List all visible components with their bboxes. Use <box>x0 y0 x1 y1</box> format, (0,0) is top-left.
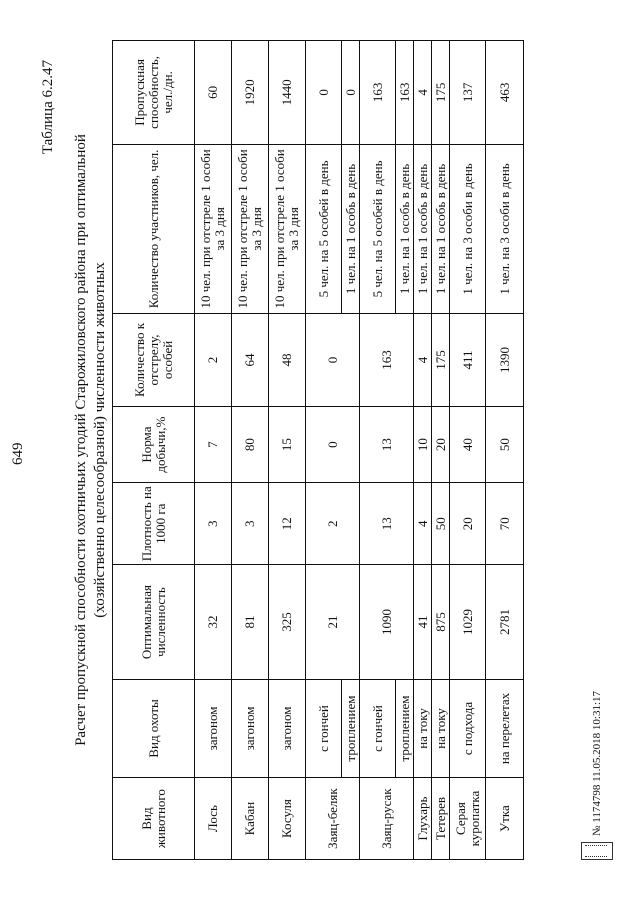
cell-animal: Косуля <box>269 778 306 860</box>
cell-animal: Серая куропатка <box>450 778 486 860</box>
table-row <box>269 41 306 860</box>
cell-participants: 1 чел. на 1 особь в день <box>342 144 360 313</box>
cell-capacity: 0 <box>306 41 342 145</box>
cell-norm: 40 <box>450 406 486 482</box>
cell-norm: 0 <box>306 406 360 482</box>
cell-shoot: 48 <box>269 314 306 407</box>
cell-norm: 50 <box>486 406 524 482</box>
cell-hunt: троплением <box>342 679 360 777</box>
cell-norm: 13 <box>360 406 414 482</box>
cell-hunt: с подхода <box>450 679 486 777</box>
cell-optimal: 2781 <box>486 565 524 680</box>
cell-hunt: на току <box>414 679 432 777</box>
cell-hunt: с гончей <box>306 679 342 777</box>
cell-participants: 1 чел. на 1 особь в день <box>396 144 414 313</box>
cell-participants: 1 чел. на 3 особи в день <box>450 144 486 313</box>
cell-capacity: 137 <box>450 41 486 145</box>
table-row <box>450 41 486 860</box>
cell-density: 4 <box>414 483 432 565</box>
title-line-1: Расчет пропускной способности охотничьих угодий Старожиловского района при оптимальной <box>73 134 89 746</box>
cell-shoot: 64 <box>232 314 269 407</box>
table-row <box>486 41 524 860</box>
cell-capacity: 1440 <box>269 41 306 145</box>
cell-participants: 5 чел. на 5 особей в день <box>360 144 396 313</box>
cell-participants: 5 чел. на 5 особей в день <box>306 144 342 313</box>
cell-participants: 10 чел. при отстреле 1 особи за 3 дня <box>195 144 232 313</box>
header-norm: Норма добычи,% <box>113 406 195 482</box>
cell-shoot: 163 <box>360 314 414 407</box>
header-optimal: Оптимальная численность <box>113 565 195 680</box>
cell-participants: 1 чел. на 1 особь в день <box>414 144 432 313</box>
cell-norm: 80 <box>232 406 269 482</box>
cell-norm: 15 <box>269 406 306 482</box>
header-animal: Вид животного <box>113 778 195 860</box>
table-row <box>414 41 432 860</box>
cell-density: 3 <box>195 483 232 565</box>
cell-animal: Тетерев <box>432 778 450 860</box>
document-stamp-icon <box>581 842 613 860</box>
cell-capacity: 463 <box>486 41 524 145</box>
cell-capacity: 4 <box>414 41 432 145</box>
cell-capacity: 163 <box>360 41 396 145</box>
page-number: 649 <box>10 442 26 465</box>
header-shoot: Количество к отстрелу, особей <box>113 314 195 407</box>
cell-norm: 7 <box>195 406 232 482</box>
cell-participants: 1 чел. на 1 особь в день <box>432 144 450 313</box>
header-capacity: Пропускная способность, чел./дн. <box>113 41 195 145</box>
cell-shoot: 175 <box>432 314 450 407</box>
cell-density: 20 <box>450 483 486 565</box>
table-row <box>360 41 396 860</box>
cell-capacity: 60 <box>195 41 232 145</box>
cell-animal: Лось <box>195 778 232 860</box>
cell-optimal: 325 <box>269 565 306 680</box>
cell-optimal: 32 <box>195 565 232 680</box>
cell-animal: Глухарь <box>414 778 432 860</box>
cell-norm: 20 <box>432 406 450 482</box>
cell-density: 12 <box>269 483 306 565</box>
cell-animal: Заяц-русак <box>360 778 414 860</box>
cell-participants: 1 чел. на 3 особи в день <box>486 144 524 313</box>
table-row <box>432 41 450 860</box>
cell-optimal: 1029 <box>450 565 486 680</box>
cell-density: 13 <box>360 483 414 565</box>
header-hunt-type: Вид охоты <box>113 679 195 777</box>
cell-density: 50 <box>432 483 450 565</box>
cell-hunt: на перелетах <box>486 679 524 777</box>
title-line-2: (хозяйственно целесообразной) численности животных <box>92 262 108 618</box>
cell-optimal: 875 <box>432 565 450 680</box>
table-row <box>232 41 269 860</box>
cell-shoot: 1390 <box>486 314 524 407</box>
cell-optimal: 1090 <box>360 565 414 680</box>
cell-capacity: 0 <box>342 41 360 145</box>
cell-hunt: троплением <box>396 679 414 777</box>
header-participants: Количество участников, чел. <box>113 144 195 313</box>
cell-shoot: 4 <box>414 314 432 407</box>
cell-shoot: 411 <box>450 314 486 407</box>
cell-density: 70 <box>486 483 524 565</box>
cell-hunt: загоном <box>269 679 306 777</box>
cell-density: 3 <box>232 483 269 565</box>
table-row <box>195 41 232 860</box>
footer-registration: № 1174798 11.05.2018 10:31:17 <box>591 690 603 836</box>
table-row <box>306 41 342 860</box>
cell-animal: Заяц-беляк <box>306 778 360 860</box>
table-label: Таблица 6.2.47 <box>40 60 56 155</box>
cell-shoot: 2 <box>195 314 232 407</box>
cell-hunt: загоном <box>195 679 232 777</box>
table-title <box>72 30 110 850</box>
cell-shoot: 0 <box>306 314 360 407</box>
cell-participants: 10 чел. при отстреле 1 особи за 3 дня <box>232 144 269 313</box>
cell-hunt: на току <box>432 679 450 777</box>
capacity-table <box>112 40 524 860</box>
cell-participants: 10 чел. при отстреле 1 особи за 3 дня <box>269 144 306 313</box>
cell-norm: 10 <box>414 406 432 482</box>
cell-animal: Утка <box>486 778 524 860</box>
table-header-row <box>113 41 195 860</box>
cell-optimal: 81 <box>232 565 269 680</box>
cell-hunt: загоном <box>232 679 269 777</box>
document-footer <box>581 691 613 860</box>
cell-hunt: с гончей <box>360 679 396 777</box>
cell-optimal: 41 <box>414 565 432 680</box>
cell-capacity: 163 <box>396 41 414 145</box>
header-density: Плотность на 1000 га <box>113 483 195 565</box>
cell-animal: Кабан <box>232 778 269 860</box>
cell-density: 2 <box>306 483 360 565</box>
cell-capacity: 1920 <box>232 41 269 145</box>
cell-capacity: 175 <box>432 41 450 145</box>
cell-optimal: 21 <box>306 565 360 680</box>
